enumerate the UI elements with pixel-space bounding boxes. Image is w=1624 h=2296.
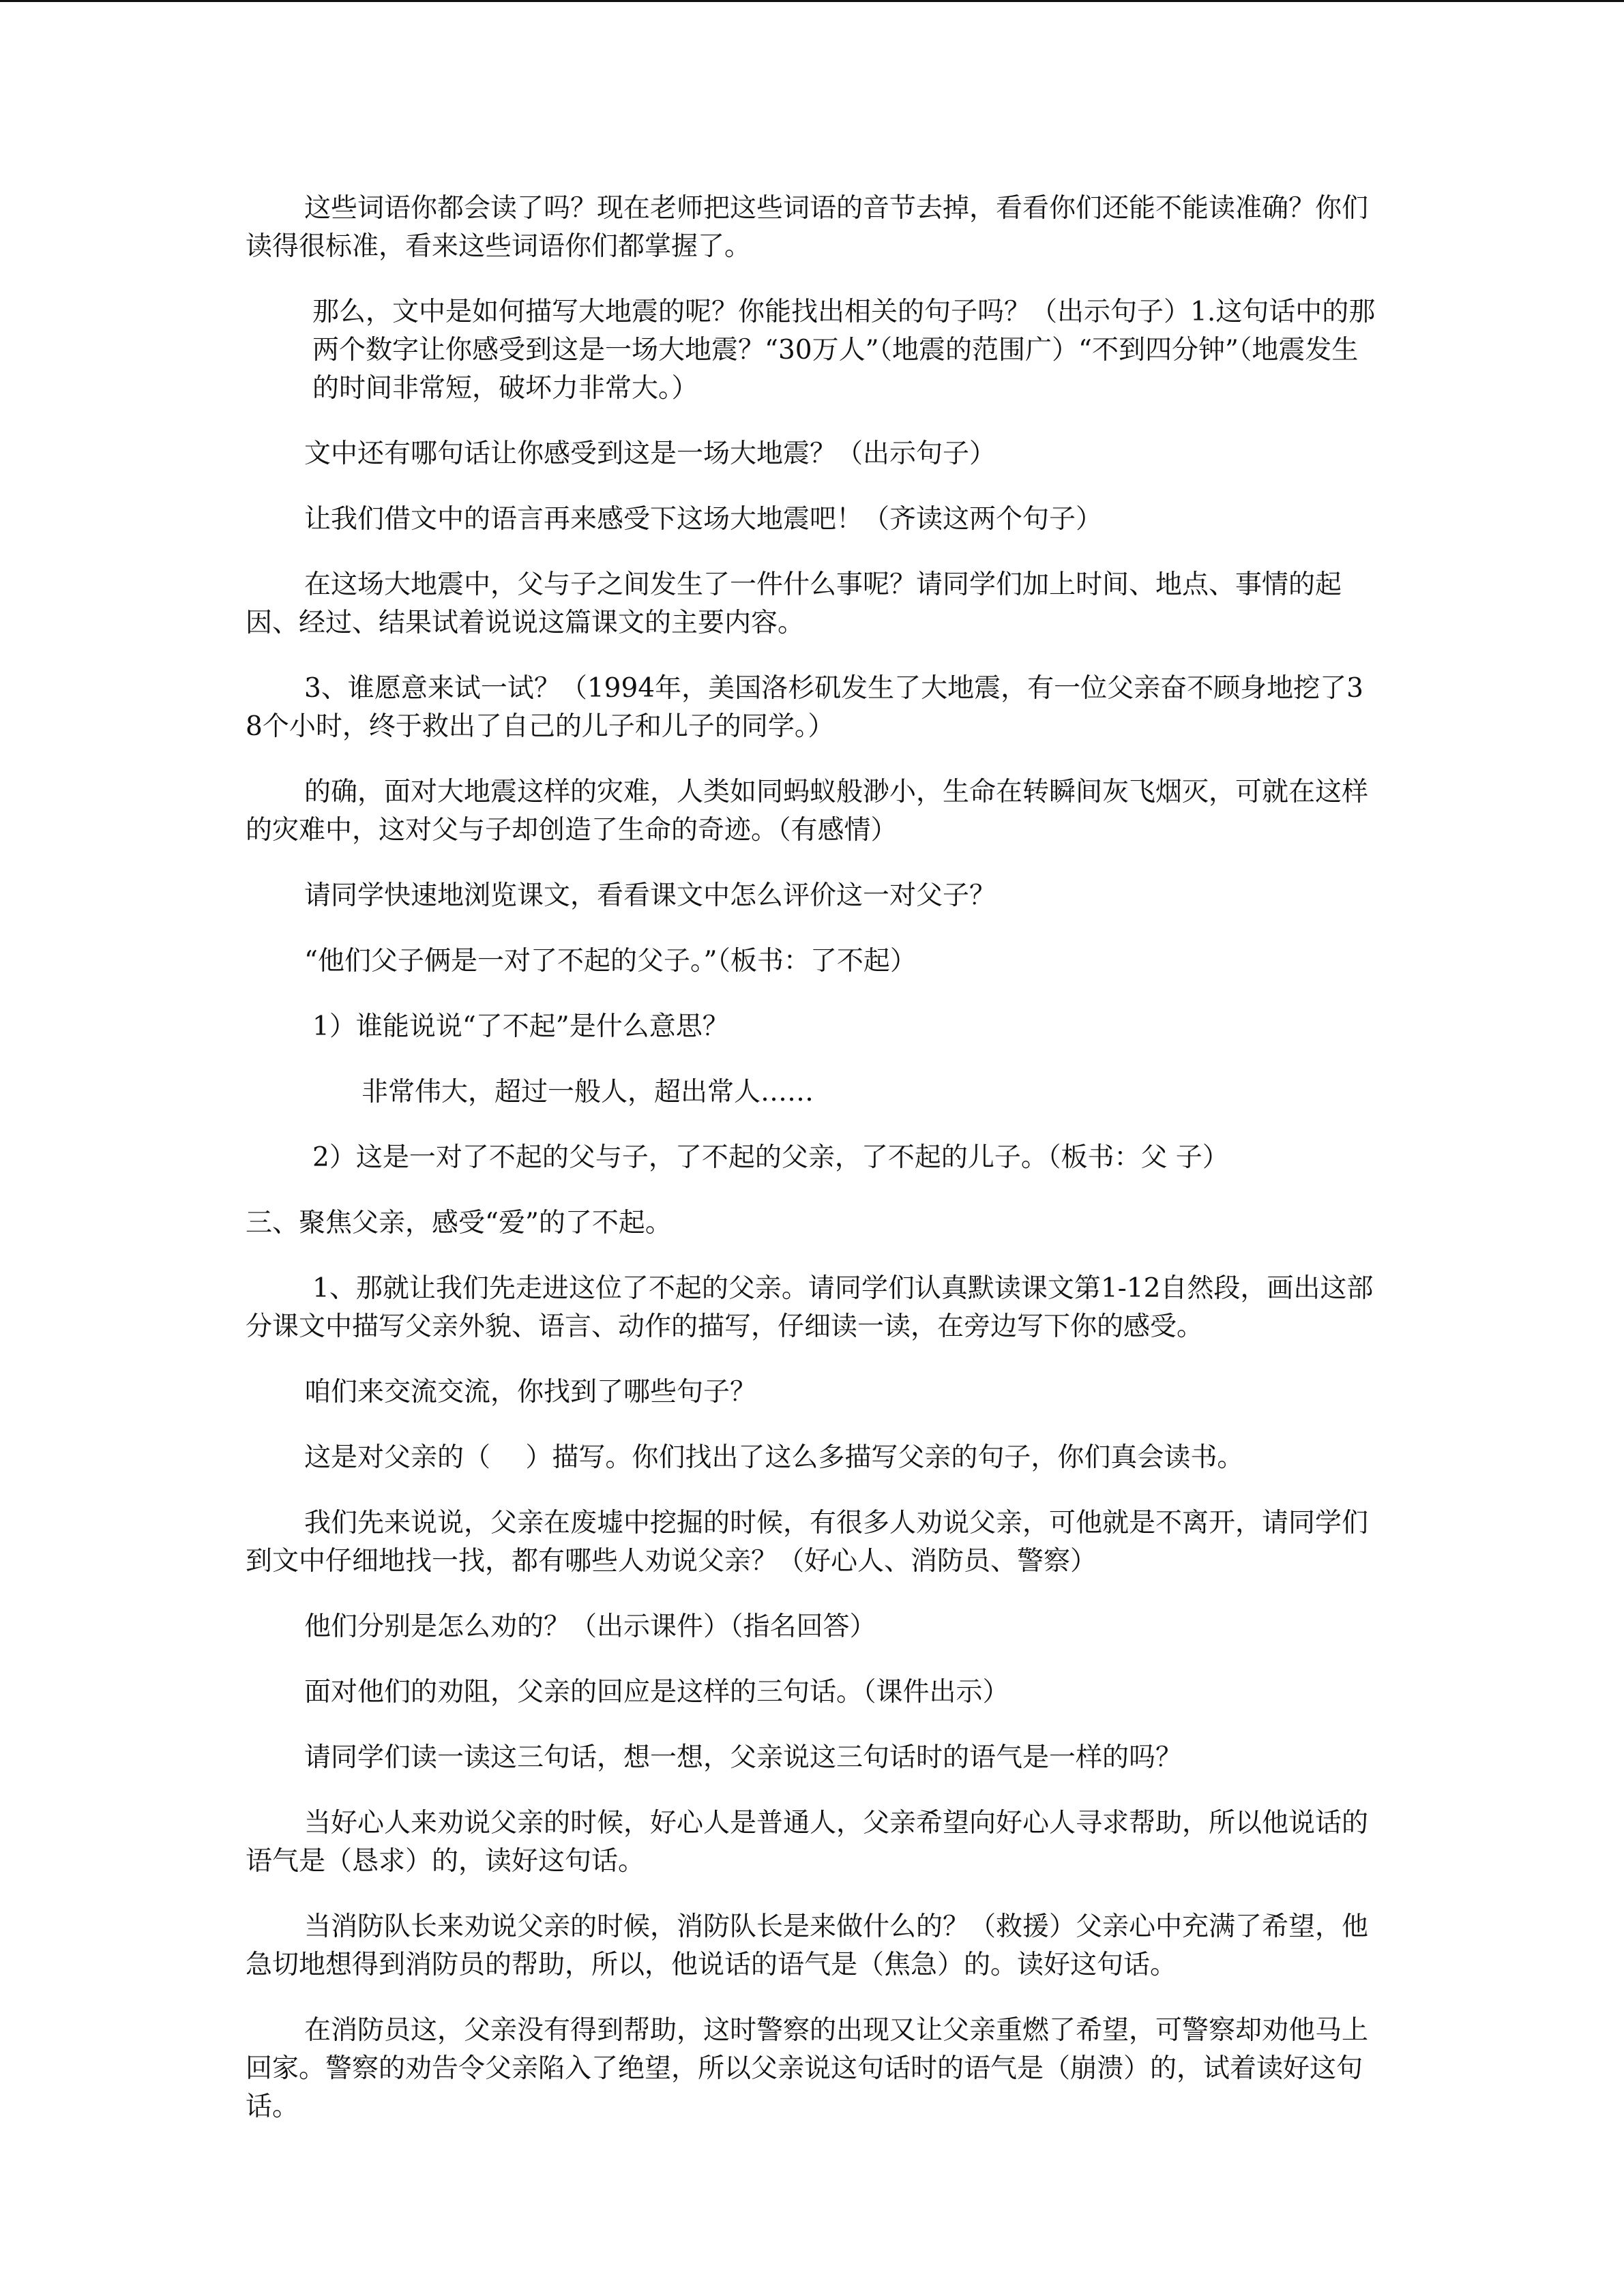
paragraph-4: 让我们借文中的语言再来感受下这场大地震吧！（齐读这两个句子）	[304, 504, 1103, 535]
paragraph-8: 请同学快速地浏览课文，看看课文中怎么评价这一对父子？	[304, 880, 996, 911]
paragraph-22: 当消防队长来劝说父亲的时候，消防队长是来做什么的？（救援）父亲心中充满了希望，他急切地想得到消防员的帮助，所以，他说话的语气是（焦急）的。读好这句话。	[246, 1911, 1369, 1980]
paragraph-18: 他们分别是怎么劝的？（出示课件）（指名回答）	[304, 1611, 876, 1642]
paragraph-16: 这是对父亲的（ ）描写。你们找出了这么多描写父亲的句子，你们真会读书。	[304, 1442, 1244, 1473]
paragraph-19: 面对他们的劝阻，父亲的回应是这样的三句话。（课件出示）	[304, 1677, 1009, 1708]
paragraph-21: 当好心人来劝说父亲的时候，好心人是普通人，父亲希望向好心人寻求帮助，所以他说话的语气是（恳求）的，读好这句话。	[246, 1808, 1369, 1877]
paragraph-20: 请同学们读一读这三句话，想一想，父亲说这三句话时的语气是一样的吗？	[304, 1742, 1183, 1773]
page-top-border	[0, 0, 1624, 2]
paragraph-10: 1）谁能说说“了不起”是什么意思？	[312, 1011, 729, 1042]
paragraph-15: 咱们来交流交流，你找到了哪些句子？	[304, 1377, 757, 1407]
paragraph-7: 的确，面对大地震这样的灾难，人类如同蚂蚁般渺小，生命在转瞬间灰飞烟灭，可就在这样的灾难中，这对父与子却创造了生命的奇迹。（有感情）	[246, 777, 1369, 846]
paragraph-1: 这些词语你都会读了吗？现在老师把这些词语的音节去掉，看看你们还能不能读准确？你们读得很标准，看来这些词语你们都掌握了。	[246, 193, 1369, 262]
paragraph-12: 2）这是一对了不起的父与子，了不起的父亲，了不起的儿子。（板书：父 子）	[312, 1142, 1229, 1173]
paragraph-6: 3、谁愿意来试一试？（1994年，美国洛杉矶发生了大地震，有一位父亲奋不顾身地挖了38个小时，终于救出了自己的儿子和儿子的同学。）	[246, 673, 1363, 742]
section-heading: 三、聚焦父亲，感受“爱”的了不起。	[246, 1208, 672, 1238]
paragraph-5: 在这场大地震中，父与子之间发生了一件什么事呢？请同学们加上时间、地点、事情的起因、经过、结果试着说说这篇课文的主要内容。	[246, 569, 1342, 638]
paragraph-23: 在消防员这，父亲没有得到帮助，这时警察的出现又让父亲重燃了希望，可警察却劝他马上回家。警察的劝告令父亲陷入了绝望，所以父亲说这句话时的语气是（崩溃）的，试着读好这句话。	[246, 2015, 1369, 2122]
paragraph-9: “他们父子俩是一对了不起的父子。”（板书：了不起）	[304, 946, 917, 976]
paragraph-3: 文中还有哪句话让你感受到这是一场大地震？（出示句子）	[304, 438, 996, 469]
paragraph-2: 那么，文中是如何描写大地震的呢？你能找出相关的句子吗？（出示句子）1.这句话中的那两个数字让你感受到这是一场大地震？“30万人”（地震的范围广）“不到四分钟”（地震发生的时间非常短，破坏力非常大。）	[312, 297, 1376, 404]
document-page	[246, 190, 1378, 2153]
paragraph-14: 1、那就让我们先走进这位了不起的父亲。请同学们认真默读课文第1-12自然段，画出这部分课文中描写父亲外貌、语言、动作的描写，仔细读一读，在旁边写下你的感受。	[246, 1273, 1374, 1342]
paragraph-11: 非常伟大，超过一般人，超出常人……	[361, 1077, 814, 1107]
paragraph-17: 我们先来说说，父亲在废墟中挖掘的时候，有很多人劝说父亲，可他就是不离开，请同学们到文中仔细地找一找，都有哪些人劝说父亲？（好心人、消防员、警察）	[246, 1508, 1369, 1577]
